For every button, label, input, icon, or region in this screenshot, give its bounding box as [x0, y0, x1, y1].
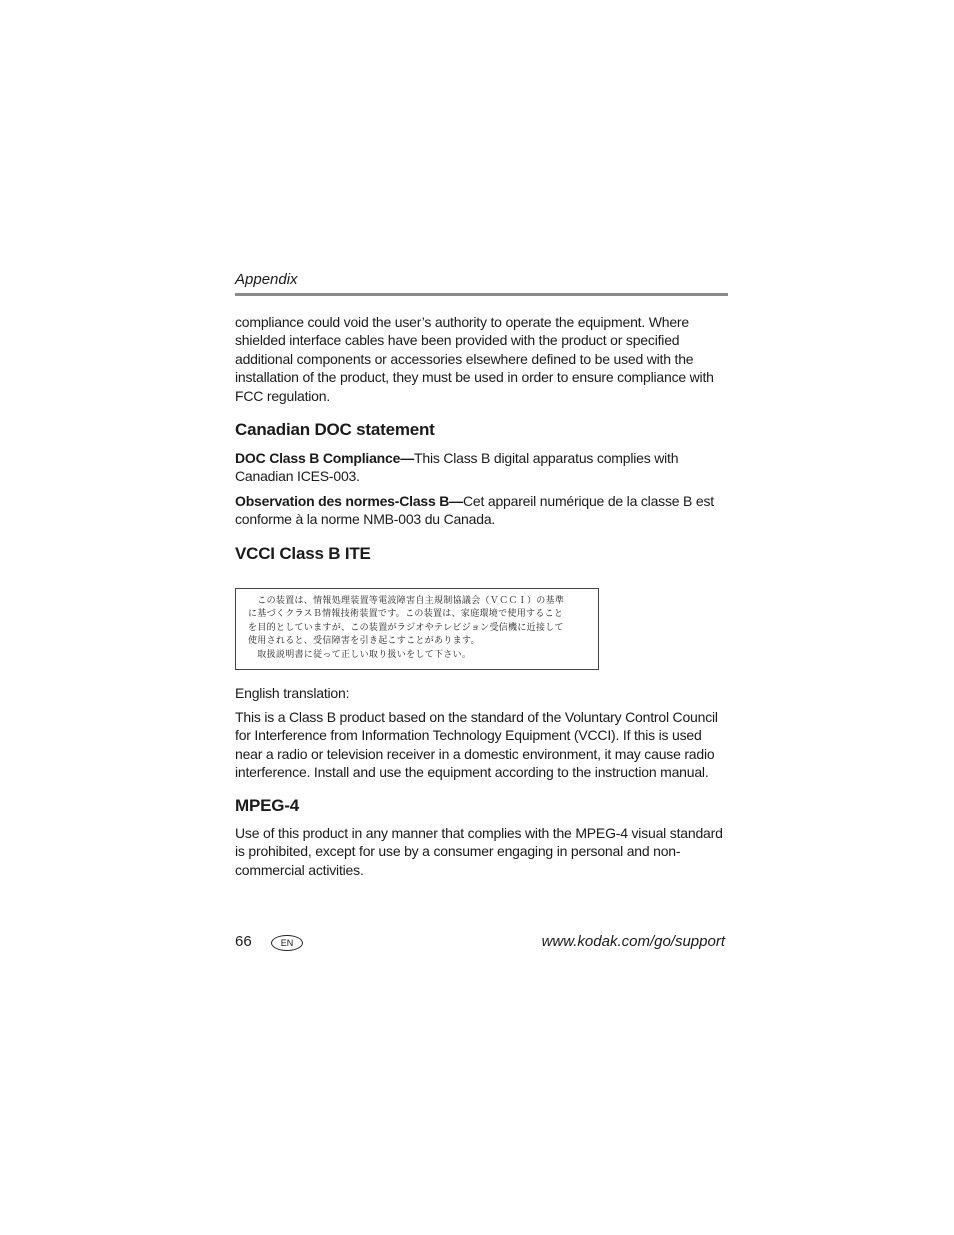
vcci-japanese-notice: この装置は、情報処理装置等電波障害自主規制協議会（ＶＣＣＩ）の基準 に基づくクラスＢ情報技術装置です。この装置は、家庭環境で使用すること を目的としていますが、この装置がラジオやテレビジョン受信機に近接して 使用されると、受信障害を引き起こすことがあります。 取扱説明書に従って正しい取り扱いをして下さい。 — [235, 588, 599, 670]
observation-label: Observation des normes-Class B— — [235, 492, 463, 509]
language-badge: EN — [271, 935, 303, 951]
canadian-doc-heading: Canadian DOC statement — [235, 420, 435, 440]
doc-compliance-paragraph — [235, 449, 728, 486]
page-number: 66 — [235, 933, 252, 950]
support-url: www.kodak.com/go/support — [541, 933, 725, 950]
page-header — [235, 271, 728, 289]
main-content — [235, 313, 728, 879]
mpeg4-heading: MPEG-4 — [235, 795, 299, 815]
mpeg4-paragraph: Use of this product in any manner that complies with the MPEG-4 visual standard is prohibited, except for use by a consumer engaging in personal and non-commercial activities. — [235, 824, 723, 878]
header-divider — [235, 293, 728, 296]
english-translation-label: English translation: — [235, 684, 350, 701]
translation-paragraph: This is a Class B product based on the standard of the Voluntary Control Council for Interference from Information Technology Equipment (VCCI). If this is used near a radio or television receiver in a domestic environment, it may cause radio interference. Install and use the equipment according to the instruction manual. — [235, 709, 718, 781]
section-title: Appendix — [235, 271, 298, 288]
page-footer — [235, 931, 728, 953]
doc-text: This Class B digital apparatus complies with Canadian ICES-003. — [235, 450, 679, 485]
vcci-heading: VCCI Class B ITE — [235, 543, 371, 563]
observation-text: Cet appareil numérique de la classe B est conforme à la norme NMB-003 du Canada. — [235, 492, 714, 528]
observation-paragraph — [235, 492, 728, 529]
intro-paragraph: compliance could void the user’s authority to operate the equipment. Where shielded interface cables have been provided with the product or specified additional components or accessories elsewhere defined to be used with the installation of the product, they must be used in order to ensure compliance with FCC regulation. — [235, 314, 714, 404]
doc-label: DOC Class B Compliance— — [235, 450, 414, 467]
